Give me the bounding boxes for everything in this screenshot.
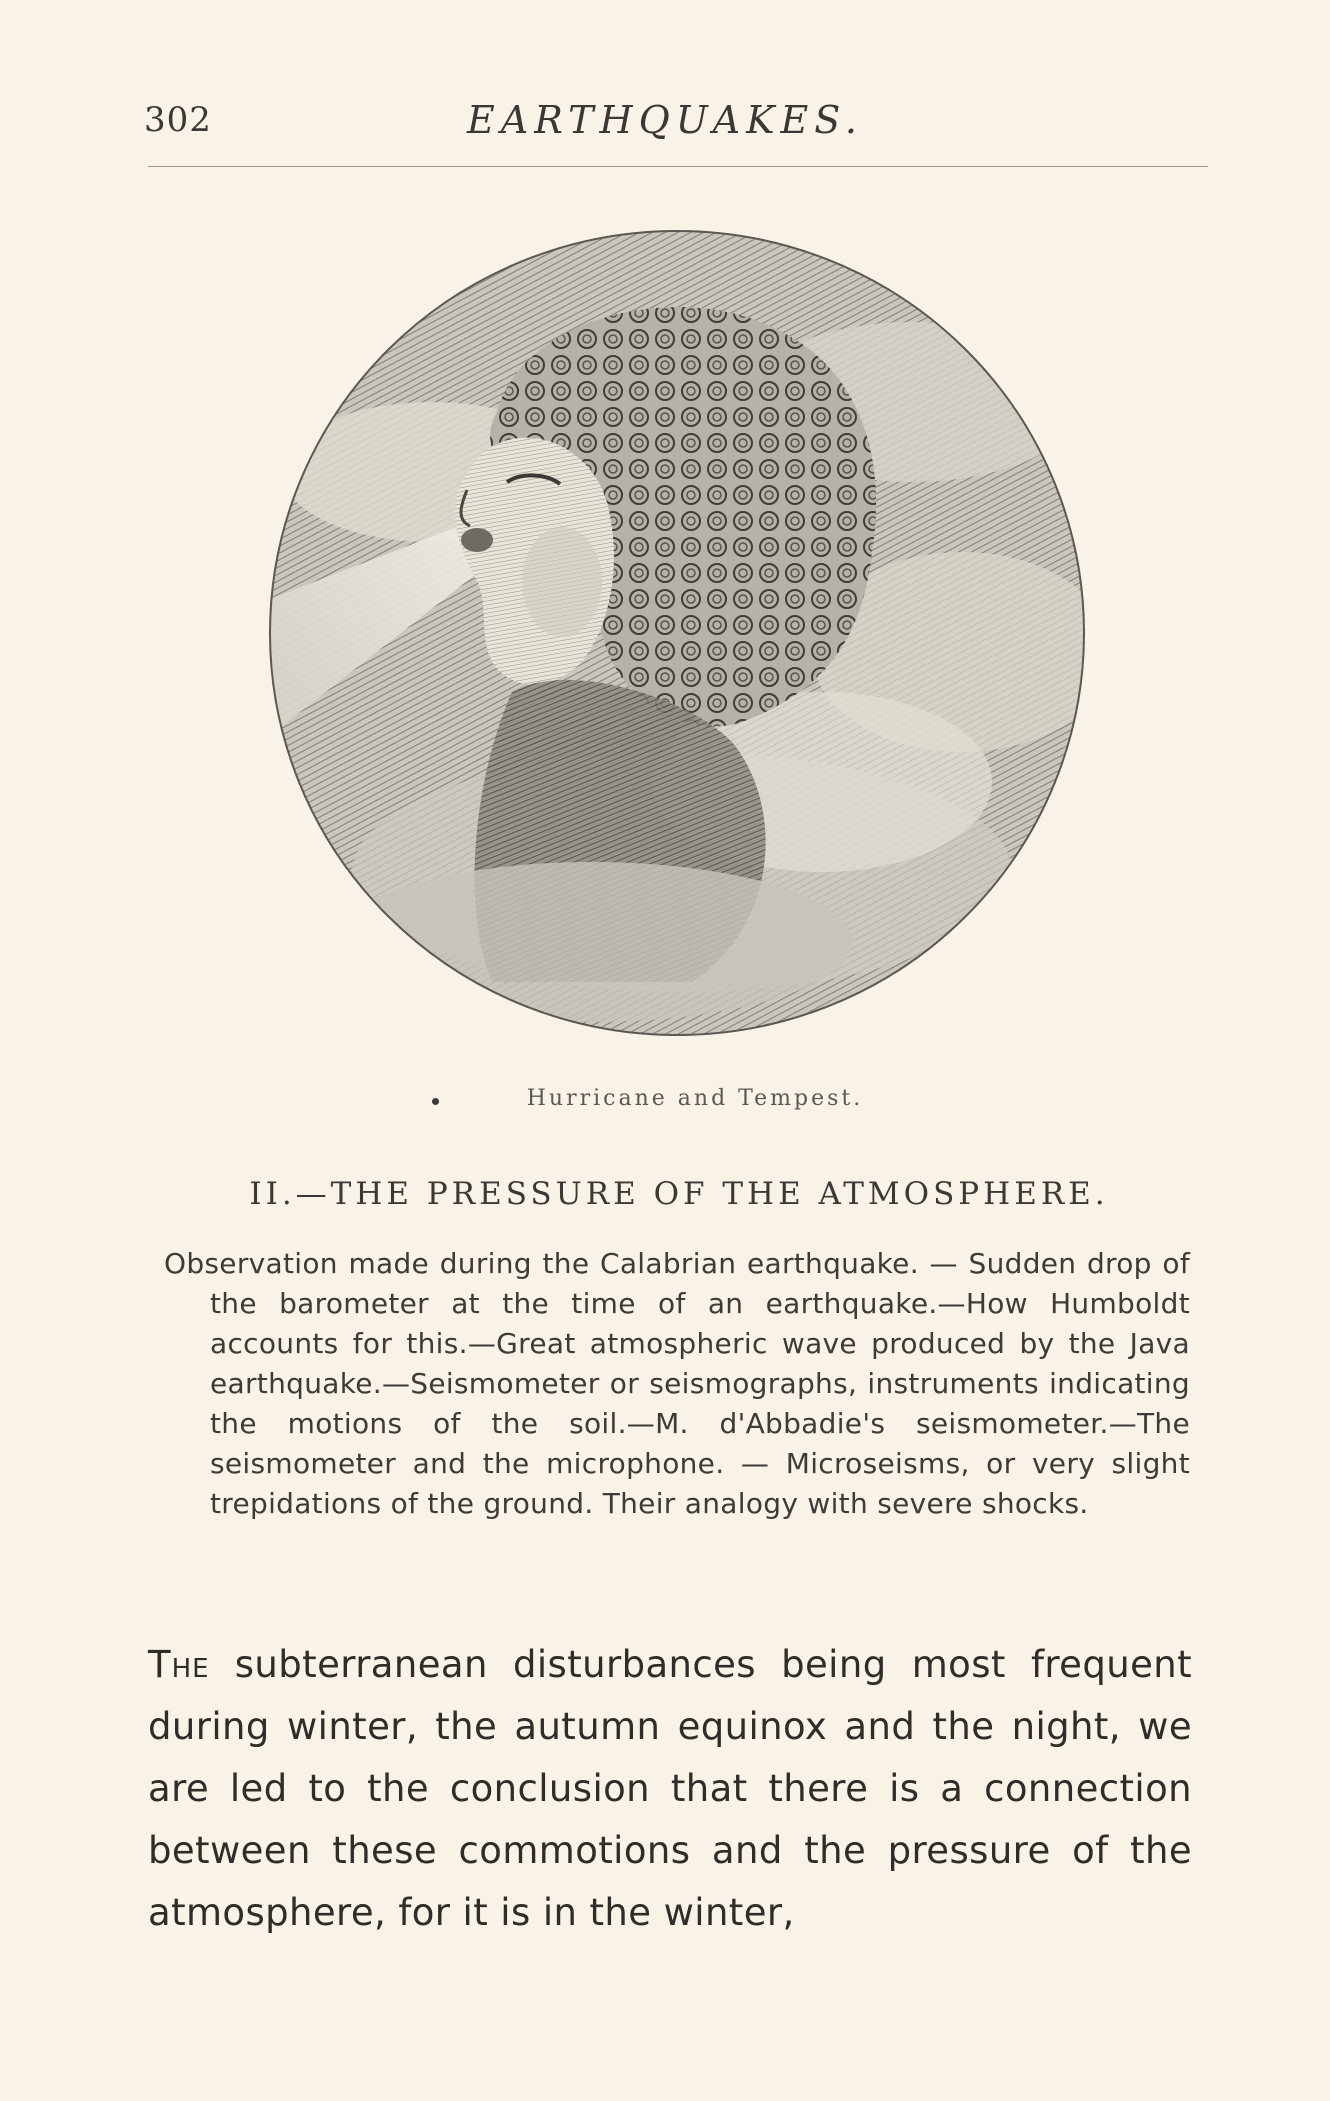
running-title: EARTHQUAKES. [467, 98, 863, 142]
cherub-engraving-illustration [262, 222, 1092, 1044]
lead-word: The [148, 1643, 210, 1686]
chapter-heading: II.—THE PRESSURE OF THE ATMOSPHERE. [249, 1176, 1109, 1212]
body-paragraph-text: subterranean disturbances being most frequent during winter, the autumn equinox and the night, we are led to the conclusion that there is a connection between these commotions and the pressure of the atmosphere, for it is in the winter, [148, 1643, 1192, 1934]
body-paragraph [148, 1634, 1192, 1944]
page-number: 302 [144, 100, 212, 140]
ink-dot-mark [432, 1098, 439, 1105]
chapter-synopsis: Observation made during the Calabrian earthquake. — Sudden drop of the barometer at the time of an earthquake.—How Humboldt accounts for this.—Great atmospheric wave produced by the Java earthquake.—Seismometer or seismographs, instruments indicating the motions of the soil.—M. d'Abbadie's seismometer.—The seismometer and the microphone. — Microseisms, or very slight trepidations of the ground. Their analogy with severe shocks. [164, 1247, 1190, 1520]
header-rule [148, 166, 1208, 167]
illustration-caption: Hurricane and Tempest. [526, 1086, 864, 1111]
